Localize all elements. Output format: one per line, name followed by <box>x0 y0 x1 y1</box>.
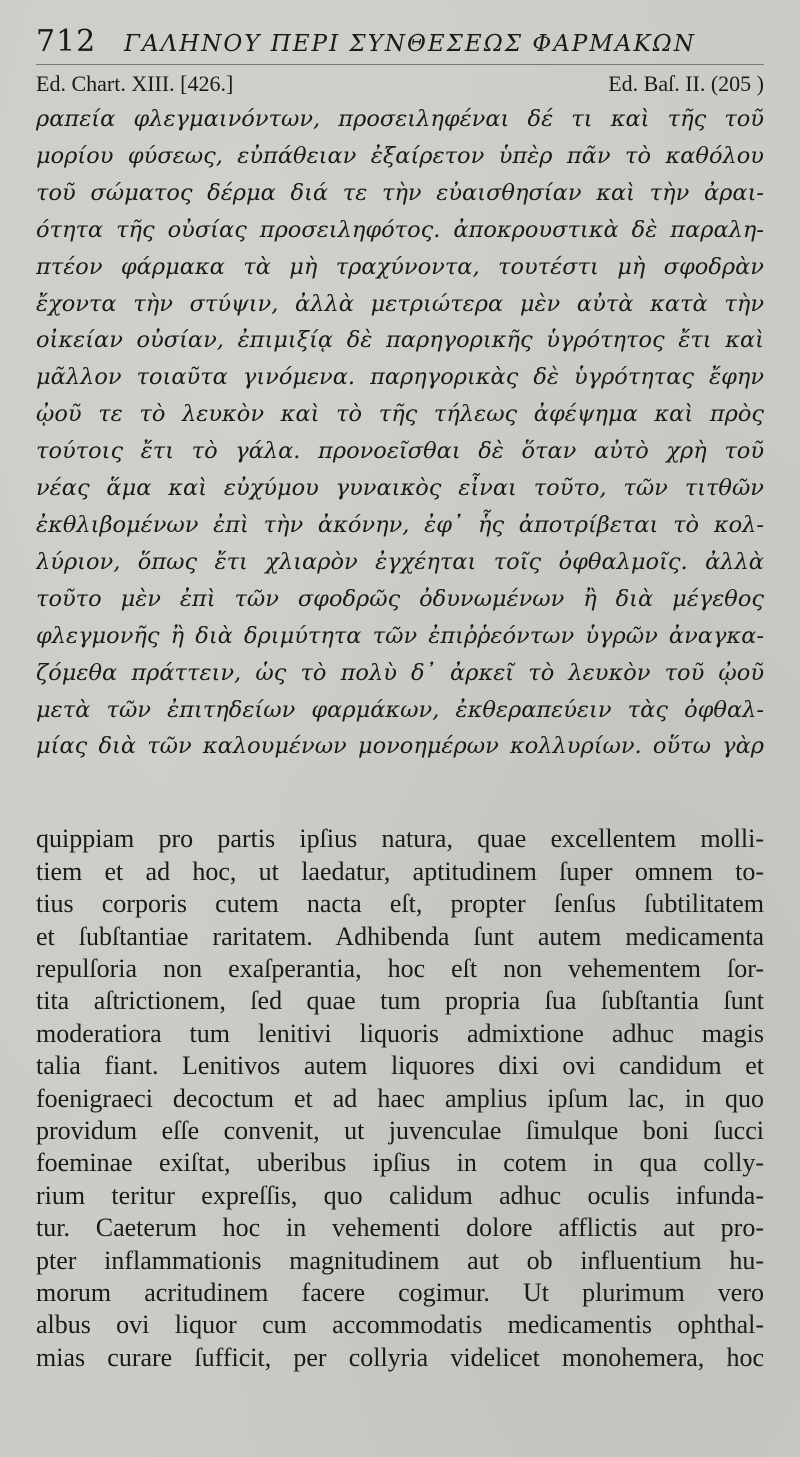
latin-text-line: morum acritudinem facere cogimur. Ut plurimum vero <box>36 1278 764 1307</box>
greek-text-line: τούτοις ἔτι τὸ γάλα. προνοεῖσθαι δὲ ὅταν αὐτὸ χρὴ τοῦ <box>36 438 764 465</box>
latin-text-line: foenigraeci decoctum et ad haec amplius ipſum lac, in quo <box>36 1083 764 1113</box>
greek-text-line: οἰκείαν οὐσίαν, ἐπιμιξίᾳ δὲ παρηγορικῆς ὑγρότητος ἔτι καὶ <box>36 327 764 354</box>
greek-text-line: ζόμεθα πράττειν, ὡς τὸ πολὺ δ᾽ ἀρκεῖ τὸ λευκὸν τοῦ ᾠοῦ <box>36 659 764 686</box>
edition-right: Ed. Baſ. II. (205 ) <box>608 71 764 96</box>
latin-text-line: foeminae exiſtat, uberibus ipſius in cotem in qua colly- <box>36 1148 764 1178</box>
greek-text-line: φλεγμονῆς ἢ διὰ δριμύτητα τῶν ἐπιῤῥεόντων ὑγρῶν ἀναγκα- <box>36 622 764 649</box>
latin-text-line: tita aſtrictionem, ſed quae tum propria ſua ſubſtantia ſunt <box>36 986 764 1016</box>
latin-text-line: tur. Caeterum hoc in vehementi dolore afflictis aut pro- <box>36 1213 764 1243</box>
greek-text-line: μετὰ τῶν ἐπιτηδείων φαρμάκων, ἐκθεραπεύειν τὰς ὀφθαλ- <box>36 696 764 723</box>
latin-text-line: mias curare ſufficit, per collyria videlicet monohemera, hoc <box>36 1342 764 1372</box>
greek-text-line: ἐκθλιβομένων ἐπὶ τὴν ἀκόνην, ἐφ᾽ ἧς ἀποτρίβεται τὸ κολ- <box>36 511 764 538</box>
latin-text-line: rium teritur expreſſis, quo calidum adhuc oculis infunda- <box>36 1180 764 1210</box>
greek-text-block <box>36 101 764 765</box>
latin-text-line: providum eſſe convenit, ut juvenculae ſimulque boni ſucci <box>36 1115 764 1145</box>
greek-text-line: ραπεία φλεγμαινόντων, προσειληφέναι δέ τι καὶ τῆς τοῦ <box>36 106 764 132</box>
latin-text-line: pter inflammationis magnitudinem aut ob influentium hu- <box>36 1245 764 1275</box>
latin-text-line: et ſubſtantiae raritatem. Adhibenda ſunt autem medicamenta <box>36 921 764 951</box>
greek-text-line: νέας ἅμα καὶ εὐχύμου γυναικὸς εἶναι τοῦτο, τῶν τιτθῶν <box>36 475 764 502</box>
greek-text-line: τοῦ σώματος δέρμα διά τε τὴν εὐαισθησίαν καὶ τὴν ἀραι- <box>36 179 764 206</box>
greek-text-line: λύριον, ὅπως ἔτι χλιαρὸν ἐγχέηται τοῖς ὀφθαλμοῖς. ἀλλὰ <box>36 548 764 575</box>
greek-text-line: μᾶλλον τοιαῦτα γινόμενα. παρηγορικὰς δὲ ὑγρότητας ἔφην <box>36 364 764 391</box>
greek-text-line: πτέον φάρμακα τὰ μὴ τραχύνοντα, τουτέστι μὴ σφοδρὰν <box>36 253 764 280</box>
latin-text-line: repulſoria non exaſperantia, hoc eſt non vehementem ſor- <box>36 953 764 983</box>
latin-text-line: tius corporis cutem nacta eſt, propter ſenſus ſubtilitatem <box>36 889 764 919</box>
greek-text-line: ότητα τῆς οὐσίας προσειληφότος. ἀποκρουστικὰ δὲ παραλη- <box>36 216 764 243</box>
greek-text-line: ἔχοντα τὴν στύψιν, ἀλλὰ μετριώτερα μὲν αὐτὰ κατὰ τὴν <box>36 290 764 317</box>
edition-reference <box>36 67 764 101</box>
latin-text-line: quippiam pro partis ipſius natura, quae excellentem molli- <box>36 824 764 854</box>
running-head <box>36 24 764 65</box>
edition-left: Ed. Chart. XIII. [426.] <box>36 71 234 96</box>
latin-text-line: albus ovi liquor cum accommodatis medicamentis ophthal- <box>36 1310 764 1340</box>
greek-text-line: μίας διὰ τῶν καλουμένων μονοημέρων κολλυρίων. οὕτω γὰρ <box>36 733 764 760</box>
latin-text-line: talia fiant. Lenitivos autem liquores dixi ovi candidum et <box>36 1051 764 1081</box>
latin-text-block <box>36 823 764 1374</box>
running-title: ΓΑΛΗΝΟΥ ΠΕΡΙ ΣΥΝΘΕΣΕΩΣ ΦΑΡΜΑΚΩΝ <box>124 31 696 57</box>
greek-text-line: τοῦτο μὲν ἐπὶ τῶν σφοδρῶς ὀδυνωμένων ἢ διὰ μέγεθος <box>36 585 764 612</box>
greek-text-line: μορίου φύσεως, εὐπάθειαν ἐξαίρετον ὑπὲρ πᾶν τὸ καθόλου <box>36 142 764 169</box>
page-number: 712 <box>36 24 97 59</box>
greek-text-line: ᾠοῦ τε τὸ λευκὸν καὶ τὸ τῆς τήλεως ἀφέψημα καὶ πρὸς <box>36 401 764 428</box>
section-gap <box>36 765 764 823</box>
latin-text-line: moderatiora tum lenitivi liquoris admixtione adhuc magis <box>36 1018 764 1048</box>
latin-text-line: tiem et ad hoc, ut laedatur, aptitudinem ſuper omnem to- <box>36 856 764 886</box>
